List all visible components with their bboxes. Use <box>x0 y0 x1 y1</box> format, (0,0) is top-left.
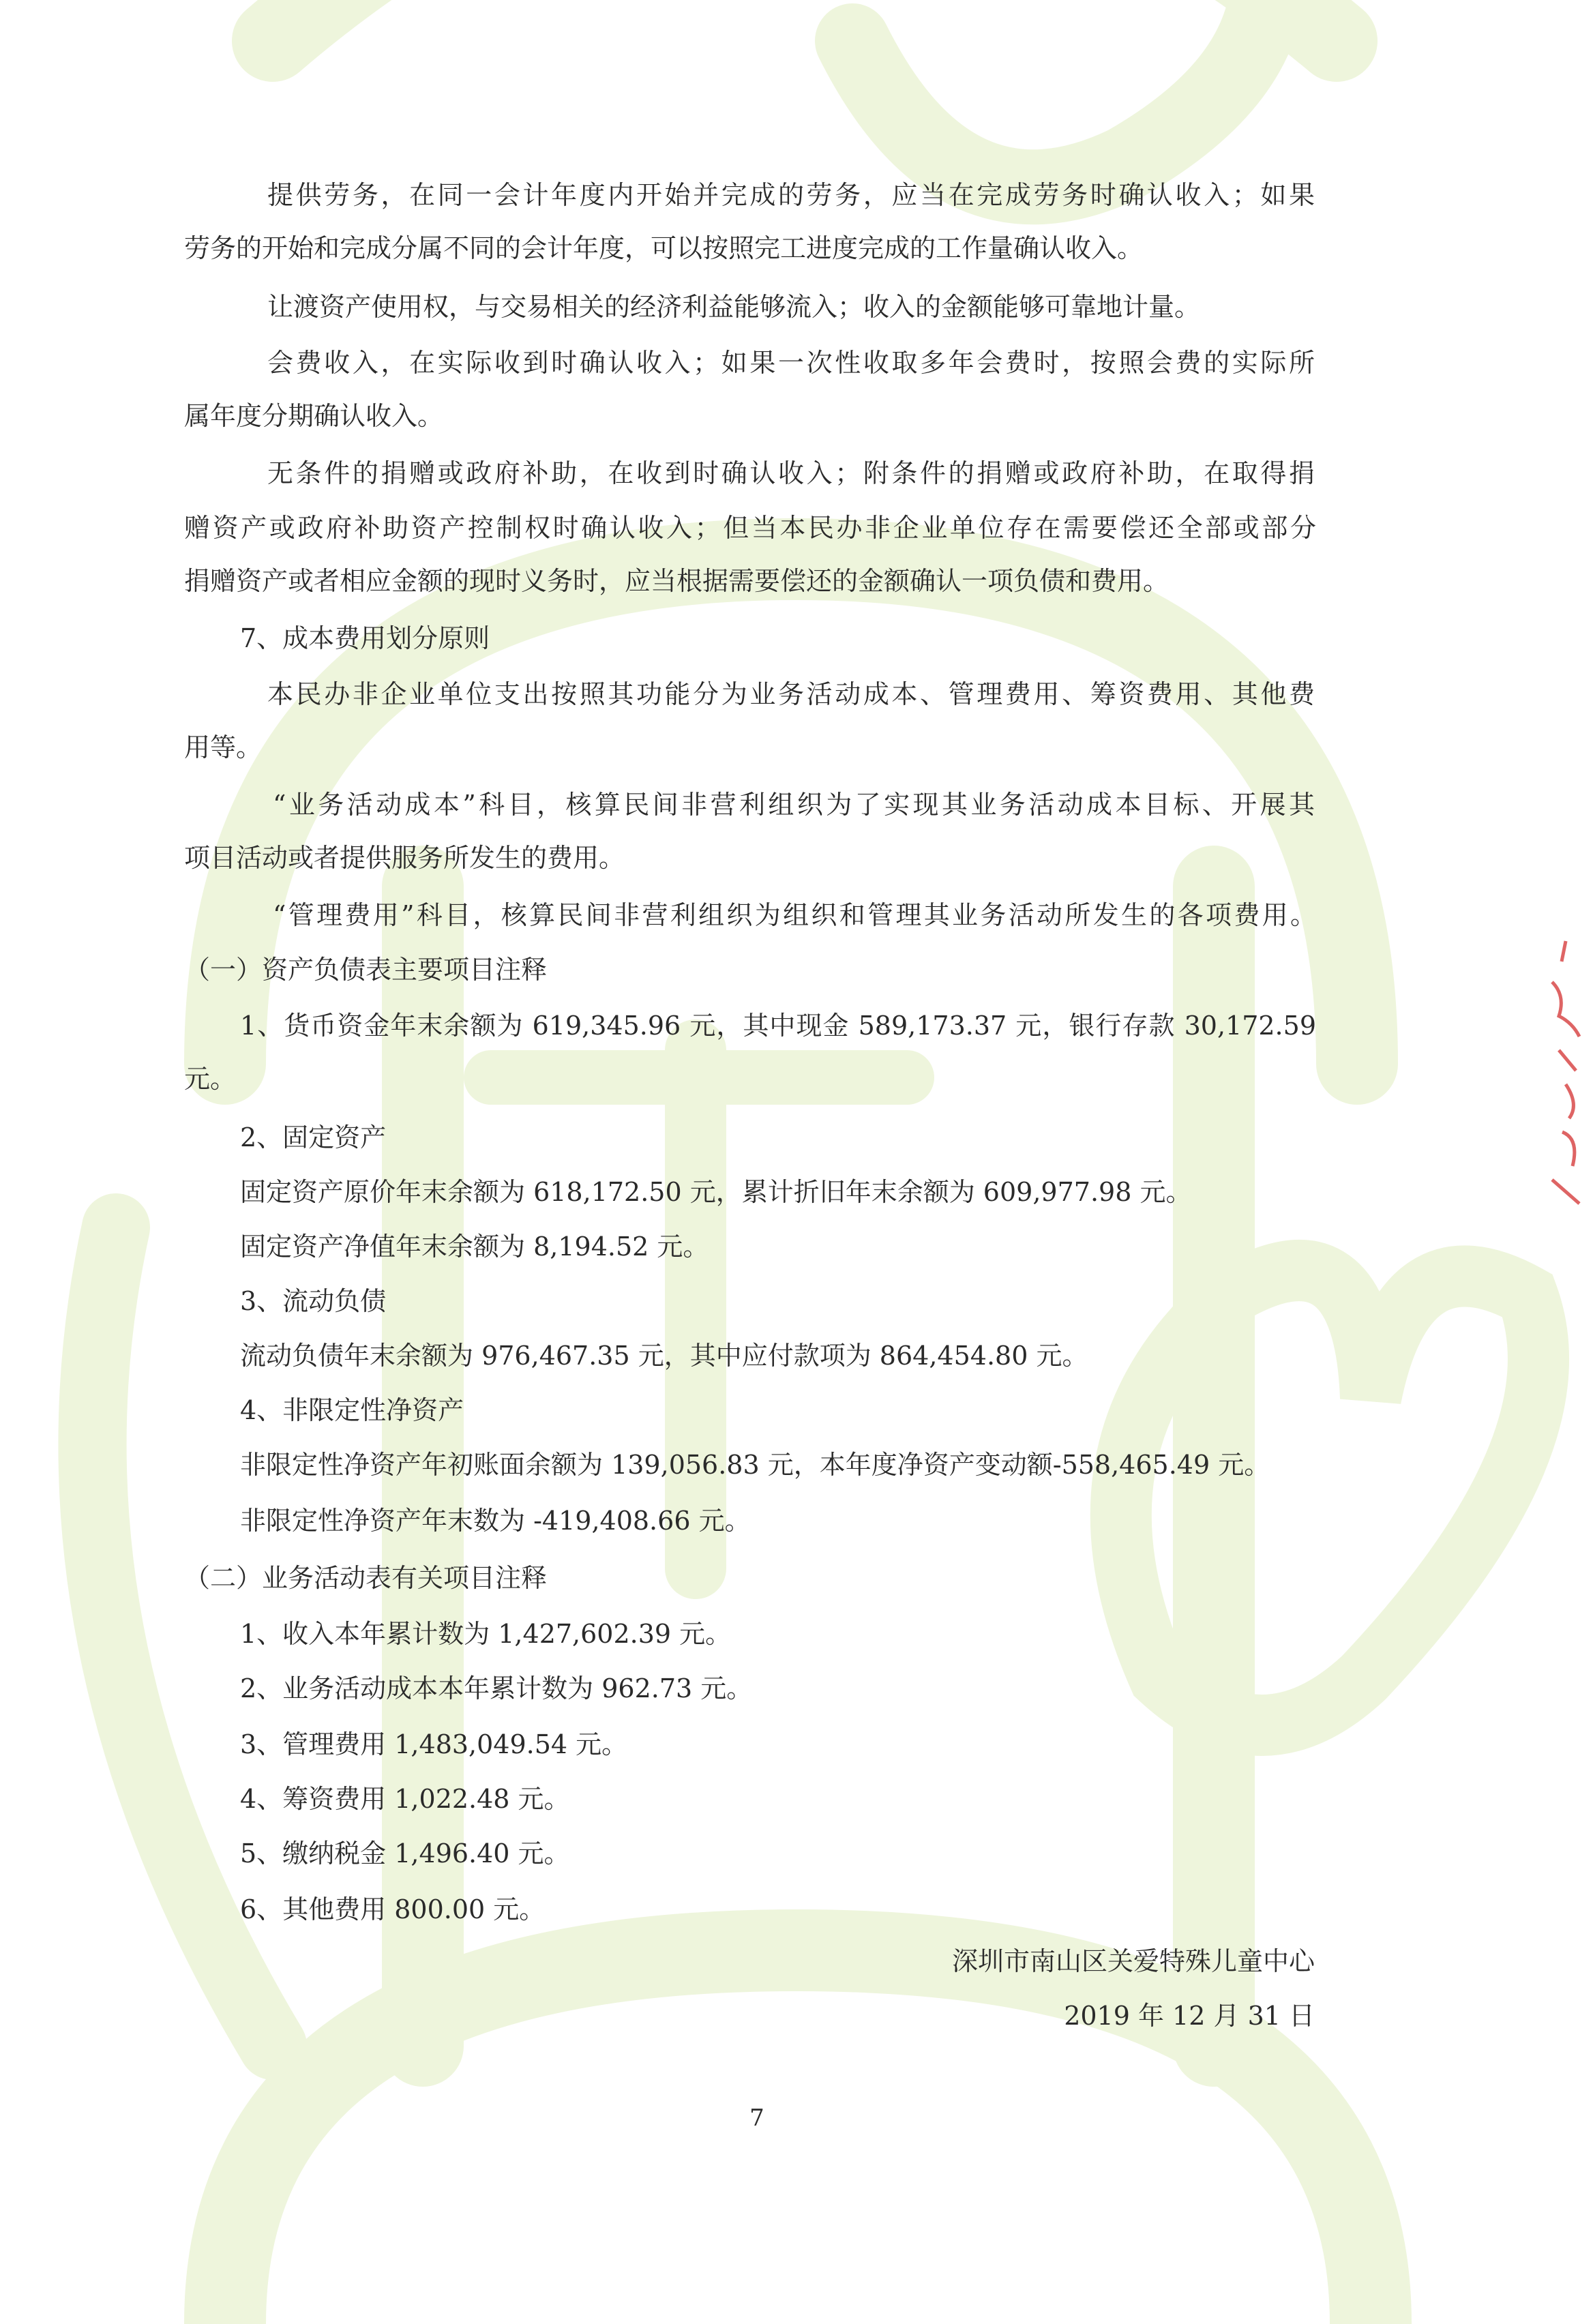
paragraph-business-cost-line2: 项目活动或者提供服务所发生的费用。 <box>184 843 625 873</box>
signature-organization: 深圳市南山区关爱特殊儿童中心 <box>951 1946 1315 1976</box>
note-cash-line2: 元。 <box>184 1064 237 1094</box>
paragraph-fee-line1: 会费收入，在实际收到时确认收入；如果一次性收取多年会费时，按照会费的实际所 <box>267 348 1315 378</box>
note-current-liabilities-line1: 流动负债年末余额为 976,467.35 元，其中应付款项为 864,454.80 元。 <box>240 1341 1088 1371</box>
note-fixed-assets-title: 2、固定资产 <box>240 1122 387 1152</box>
paragraph-expense-line2: 用等。 <box>184 732 263 762</box>
note-fixed-assets-line1: 固定资产原价年末余额为 618,172.50 元，累计折旧年末余额为 609,977.98 元。 <box>240 1177 1192 1207</box>
paragraph-donation-line3: 捐赠资产或者相应金额的现时义务时，应当根据需要偿还的金额确认一项负债和费用。 <box>184 566 1170 596</box>
page-number: 7 <box>749 2104 764 2132</box>
note-net-assets-line2: 非限定性净资产年末数为 -419,408.66 元。 <box>240 1506 751 1536</box>
list-item: 4、筹资费用 1,022.48 元。 <box>240 1784 570 1814</box>
section-two-title: （二）业务活动表有关项目注释 <box>184 1563 548 1593</box>
note-fixed-assets-line2: 固定资产净值年末余额为 8,194.52 元。 <box>240 1232 709 1262</box>
note-net-assets-line1: 非限定性净资产年初账面余额为 139,056.83 元，本年度净资产变动额-558,465.49 元。 <box>240 1450 1270 1480</box>
list-item: 2、业务活动成本本年累计数为 962.73 元。 <box>240 1673 753 1703</box>
note-net-assets-title: 4、非限定性净资产 <box>240 1395 464 1425</box>
list-item: 1、收入本年累计数为 1,427,602.39 元。 <box>240 1619 732 1649</box>
paragraph-business-cost-line1: “业务活动成本”科目，核算民间非营利组织为了实现其业务活动成本目标、开展其 <box>273 790 1315 820</box>
paragraph-labor-line2: 劳务的开始和完成分属不同的会计年度，可以按照完工进度完成的工作量确认收入。 <box>184 233 1144 263</box>
signature-date: 2019 年 12 月 31 日 <box>1064 2001 1315 2031</box>
list-item: 5、缴纳税金 1,496.40 元。 <box>240 1838 570 1868</box>
list-item: 6、其他费用 800.00 元。 <box>240 1894 546 1924</box>
paragraph-donation-line1: 无条件的捐赠或政府补助，在收到时确认收入；附条件的捐赠或政府补助，在取得捐 <box>267 458 1315 488</box>
heading-cost-principle: 7、成本费用划分原则 <box>240 623 490 653</box>
paragraph-labor-line1: 提供劳务，在同一会计年度内开始并完成的劳务，应当在完成劳务时确认收入；如果 <box>267 180 1315 210</box>
note-current-liabilities-title: 3、流动负债 <box>240 1286 387 1316</box>
note-cash-line1: 1、货币资金年末余额为 619,345.96 元，其中现金 589,173.37 元，银行存款 30,172.59 <box>240 1011 1316 1041</box>
paragraph-asset-use: 让渡资产使用权，与交易相关的经济利益能够流入；收入的金额能够可靠地计量。 <box>267 292 1201 322</box>
paragraph-donation-line2: 赠资产或政府补助资产控制权时确认收入；但当本民办非企业单位存在需要偿还全部或部分 <box>184 513 1316 543</box>
paragraph-expense-line1: 本民办非企业单位支出按照其功能分为业务活动成本、管理费用、筹资费用、其他费 <box>267 679 1315 709</box>
paragraph-fee-line2: 属年度分期确认收入。 <box>184 401 444 431</box>
paragraph-management-fee: “管理费用”科目，核算民间非营利组织为组织和管理其业务活动所发生的各项费用。 <box>273 900 1316 930</box>
list-item: 3、管理费用 1,483,049.54 元。 <box>240 1729 628 1759</box>
section-one-title: （一）资产负债表主要项目注释 <box>184 955 548 985</box>
